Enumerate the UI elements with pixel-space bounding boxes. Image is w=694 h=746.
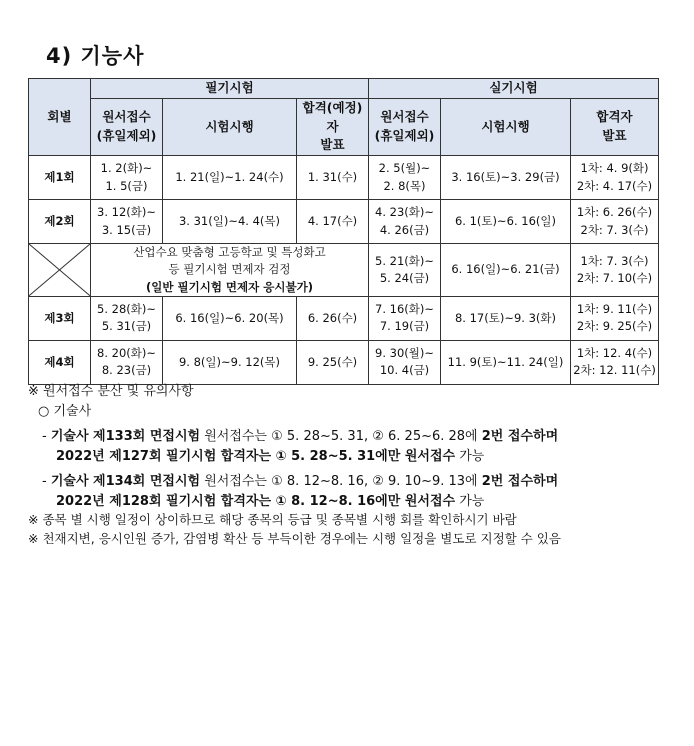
- practical-apply: 5. 21(화)~ 5. 24(금): [369, 244, 441, 297]
- note-bold-condition: 2022년 제127회 필기시험 합격자는 ① 5. 28~5. 31에만 원서접수: [56, 448, 456, 464]
- practical-apply: 4. 23(화)~ 4. 26(금): [369, 200, 441, 244]
- practical-exam: 8. 17(토)~9. 3(화): [441, 296, 571, 340]
- note-text: 원서접수는 ① 8. 12~8. 16, ② 9. 10~9. 13에: [204, 474, 478, 489]
- practical-result: 1차: 9. 11(수) 2차: 9. 25(수): [571, 296, 659, 340]
- header-written-group: 필기시험: [91, 79, 369, 99]
- note-bold-title: 기술사 제134회 면접시험: [50, 474, 201, 489]
- note-bold-title: 기술사 제133회 면접시험: [50, 429, 201, 444]
- note-bold-condition: 2022년 제128회 필기시험 합격자는 ① 8. 12~8. 16에만 원서접수: [56, 493, 456, 509]
- practical-exam: 6. 1(토)~6. 16(일): [441, 200, 571, 244]
- table-row: [29, 340, 659, 384]
- notes-subheading: ○ 기술사: [38, 403, 92, 419]
- header-practical-group: 실기시험: [369, 79, 659, 99]
- note-bold-emphasis: 2번 접수하며: [481, 474, 559, 489]
- schedule-table: [28, 78, 659, 385]
- note-item-134: [28, 472, 673, 511]
- practical-apply: 7. 16(화)~ 7. 19(금): [369, 296, 441, 340]
- note-schedule-differs: ※ 종목 별 시행 일정이 상이하므로 해당 종목의 등급 및 종목별 시행 회를 확인하시기 바람: [28, 512, 517, 527]
- exemption-note: [91, 244, 369, 297]
- notes-heading: ※ 원서접수 분산 및 유의사항: [28, 384, 194, 399]
- practical-result: 1차: 6. 26(수) 2차: 7. 3(수): [571, 200, 659, 244]
- note-item-133: [28, 427, 673, 466]
- table-row: [29, 200, 659, 244]
- written-exam: 1. 21(일)~1. 24(수): [163, 156, 297, 200]
- table-row: [29, 156, 659, 200]
- section-title: 4) 기능사: [46, 44, 145, 68]
- written-result: 9. 25(수): [297, 340, 369, 384]
- note-text: 원서접수는 ① 5. 28~5. 31, ② 6. 25~6. 28에: [204, 429, 478, 444]
- exemption-line-1: 산업수요 맞춤형 고등학교 및 특성화고: [133, 245, 326, 259]
- written-apply: 8. 20(화)~ 8. 23(금): [91, 340, 163, 384]
- header-written-exam: 시험시행: [163, 98, 297, 155]
- practical-result: 1차: 12. 4(수) 2차: 12. 11(수): [571, 340, 659, 384]
- dash-marker: -: [42, 474, 47, 489]
- crossed-out-cell: [29, 244, 91, 297]
- exemption-line-3: (일반 필기시험 면제자 응시불가): [146, 279, 313, 294]
- written-result: 6. 26(수): [297, 296, 369, 340]
- written-apply: 1. 2(화)~ 1. 5(금): [91, 156, 163, 200]
- header-practical-exam: 시험시행: [441, 98, 571, 155]
- written-apply: 5. 28(화)~ 5. 31(금): [91, 296, 163, 340]
- round-label: 제4회: [29, 340, 91, 384]
- header-practical-apply: 원서접수 (휴일제외): [369, 98, 441, 155]
- table-row: [29, 244, 659, 297]
- header-written-apply: 원서접수 (휴일제외): [91, 98, 163, 155]
- round-label: 제3회: [29, 296, 91, 340]
- written-result: 4. 17(수): [297, 200, 369, 244]
- round-label: 제2회: [29, 200, 91, 244]
- practical-exam: 6. 16(일)~6. 21(금): [441, 244, 571, 297]
- header-round: 회별: [29, 79, 91, 156]
- written-exam: 9. 8(일)~9. 12(목): [163, 340, 297, 384]
- written-result: 1. 31(수): [297, 156, 369, 200]
- exemption-line-2: 등 필기시험 면제자 검정: [168, 262, 291, 277]
- round-label: 제1회: [29, 156, 91, 200]
- practical-apply: 2. 5(월)~ 2. 8(목): [369, 156, 441, 200]
- written-exam: 3. 31(일)~4. 4(목): [163, 200, 297, 244]
- cross-mark-icon: [29, 244, 90, 296]
- practical-result: 1차: 4. 9(화) 2차: 4. 17(수): [571, 156, 659, 200]
- header-practical-result: 합격자 발표: [571, 98, 659, 155]
- notes-section: [28, 382, 673, 549]
- written-exam: 6. 16(일)~6. 20(목): [163, 296, 297, 340]
- header-written-result: 합격(예정)자 발표: [297, 98, 369, 155]
- practical-apply: 9. 30(월)~ 10. 4(금): [369, 340, 441, 384]
- written-apply: 3. 12(화)~ 3. 15(금): [91, 200, 163, 244]
- table-row: [29, 296, 659, 340]
- practical-result: 1차: 7. 3(수) 2차: 7. 10(수): [571, 244, 659, 297]
- note-bold-emphasis: 2번 접수하며: [481, 429, 559, 444]
- practical-exam: 3. 16(토)~3. 29(금): [441, 156, 571, 200]
- note-text-end: 가능: [459, 493, 485, 509]
- dash-marker: -: [42, 429, 47, 444]
- practical-exam: 11. 9(토)~11. 24(일): [441, 340, 571, 384]
- note-schedule-change: ※ 천재지변, 응시인원 증가, 감염병 확산 등 부득이한 경우에는 시행 일정을 별도로 지정할 수 있음: [28, 530, 561, 546]
- note-text-end: 가능: [459, 448, 485, 464]
